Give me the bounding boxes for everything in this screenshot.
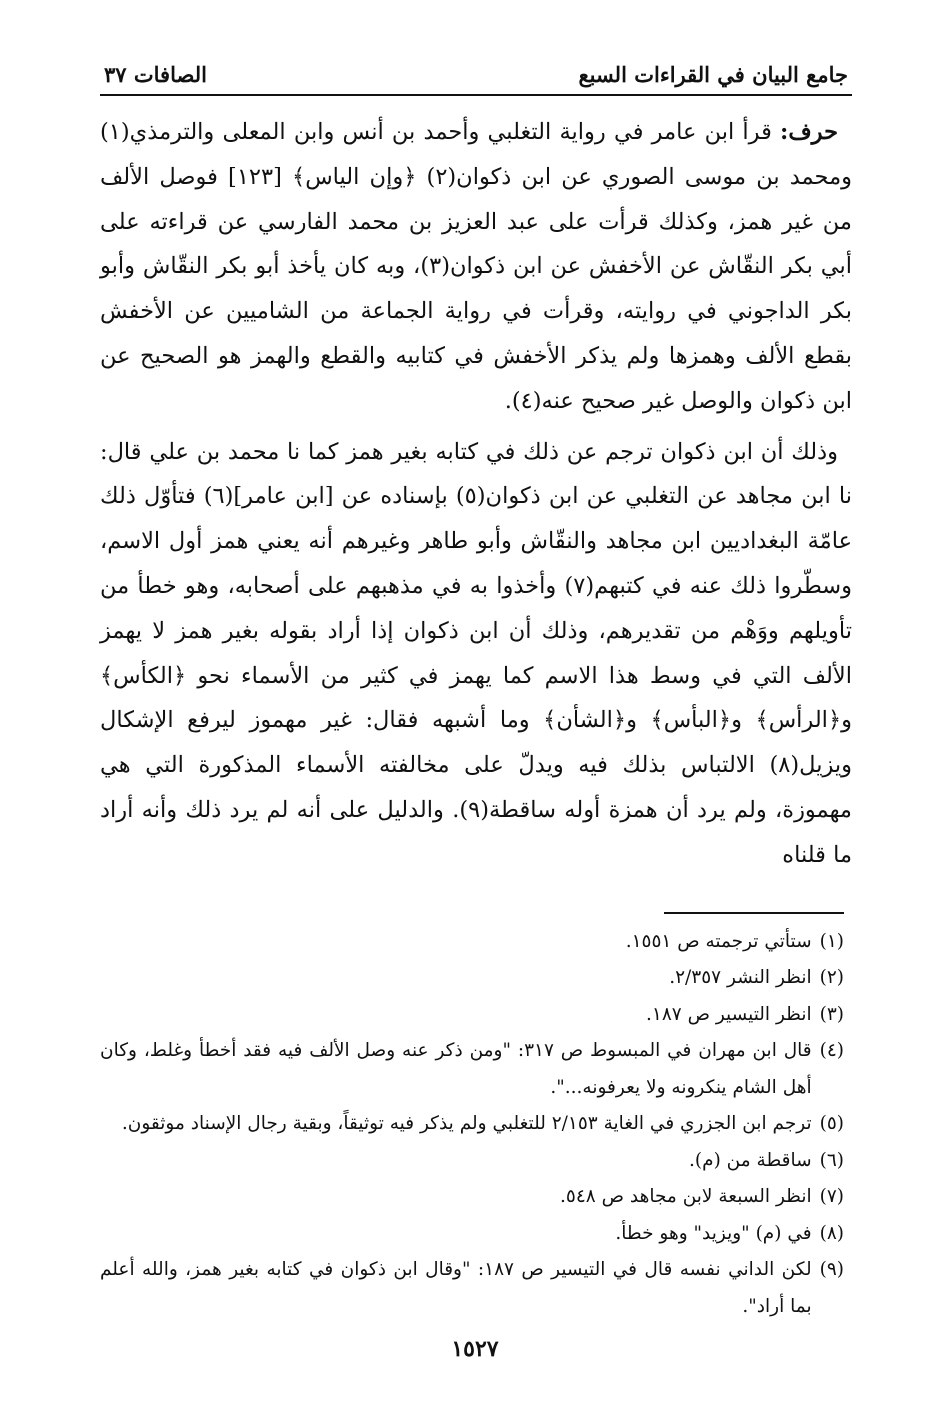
footnote-number: (٧) <box>819 1186 844 1208</box>
paragraph-1 <box>100 110 852 424</box>
text-line: الألف وهمزها ولم يذكر الأخفش في كتابيه والقطع والهمز هو الصحيح عن ابن <box>100 342 852 414</box>
footnote-separator <box>664 912 844 914</box>
running-header <box>100 60 852 92</box>
chapter-title: الصافات ٣٧ <box>104 62 207 87</box>
text-line: الاسم، وسطّروا ذلك عنه في كتبهم(٧) وأخذوا به في مذهبهم على أصحابه، وهو <box>100 528 852 599</box>
book-title: جامع البيان في القراءات السبع <box>578 62 848 87</box>
text-line: وذلك أن ابن ذكوان ترجم عن ذلك في كتابه بغير همز كما نا محمد بن علي <box>149 438 838 465</box>
footnote-number: (٤) <box>819 1040 844 1062</box>
text-line: و﴿الرأس﴾ و﴿البأس﴾ و﴿الشأن﴾ وما أشبهه فقال: غير مهموز ليرفع الإشكال <box>100 707 852 734</box>
paragraph-2 <box>100 430 852 878</box>
harf-label: حرف: <box>780 119 838 145</box>
text-line: قال: نا ابن مجاهد عن التغلبي عن ابن ذكوان(٥) بإسناده عن [ابن عامر](٦) فتأوّل <box>100 438 853 510</box>
footnote <box>100 1143 844 1180</box>
footnote <box>100 1252 844 1325</box>
header-rule <box>100 94 852 96</box>
footnote-text: انظر النشر ٢/٣٥٧. <box>669 967 812 989</box>
footnote-text: ساقطة من (م). <box>689 1149 812 1171</box>
footnote-text: انظر التيسير ص ١٨٧. <box>646 1003 812 1025</box>
footnote <box>100 960 844 997</box>
text-line: ذلك عامّة البغداديين ابن مجاهد والنقّاش وأبو طاهر وغيرهم أنه يعني همز أول <box>100 483 852 555</box>
footnote-number: (٣) <box>819 1003 844 1025</box>
footnote-text: لكن الداني نفسه قال في التيسير ص ١٨٧: "وقال ابن ذكوان في كتابه بغير همز، والله أعلم بما أراد". <box>100 1259 812 1317</box>
footnote-number: (٥) <box>819 1113 844 1135</box>
text-line: ومحمد بن موسى الصوري عن ابن ذكوان(٢) ﴿وإن الياس﴾ [١٢٣] فوصل الألف <box>100 163 853 190</box>
footnote <box>100 1033 844 1106</box>
text-line: الداجوني في روايته، وقرأت في رواية الجماعة من الشاميين عن الأخفش بقطع <box>100 298 853 369</box>
footnote-number: (٦) <box>819 1149 844 1171</box>
text-line: يهمز الألف التي في وسط هذا الاسم كما يهمز في كثير من الأسماء نحو ﴿الكأس﴾ <box>100 617 852 689</box>
footnote <box>100 1216 844 1253</box>
text-line: بكر النقّاش عن الأخفش عن ابن ذكوان(٣)، وبه كان يأخذ أبو بكر النقّاش وأبو بكر <box>100 253 852 325</box>
page-number: ١٥٢٧ <box>451 1336 499 1362</box>
footnote <box>100 924 844 961</box>
footnote-text: ترجم ابن الجزري في الغاية ٢/١٥٣ للتغلبي ولم يذكر فيه توثيقاً، وبقية رجال الإسناد موثقون. <box>121 1113 812 1135</box>
footnote-text: انظر السبعة لابن مجاهد ص ٥٤٨. <box>560 1186 812 1208</box>
footnote-number: (٢) <box>819 967 844 989</box>
footnote-text: قال ابن مهران في المبسوط ص ٣١٧: "ومن ذكر عنه وصل الألف فيه فقد أخطأ وغلط، وكان أهل الشام ينكرونه ولا يعرفونه...". <box>100 1040 812 1098</box>
text-line: من غير همز، وكذلك قرأت على عبد العزيز بن محمد الفارسي عن قراءته على أبي <box>100 208 852 280</box>
main-text <box>100 110 852 878</box>
footnote-number: (١) <box>819 930 844 952</box>
document-page <box>100 60 852 1325</box>
footnote-text: ستأتي ترجمته ص ١٥٥١. <box>625 930 812 952</box>
text-line: قرأ ابن عامر في رواية التغلبي وأحمد بن أنس وابن المعلى والترمذي(١) <box>100 119 781 145</box>
footnotes <box>100 924 852 1326</box>
footnote-number: (٨) <box>819 1222 844 1244</box>
text-line: خطأ من تأويلهم ووَهْم من تقديرهم، وذلك أن ابن ذكوان إذا أراد بقوله بغير همز لا <box>100 572 852 644</box>
text-line: ولم يرد أن همزة أوله ساقطة(٩). والدليل على أنه لم يرد ذلك وأنه أراد ما قلناه <box>100 796 852 868</box>
footnote-text: في (م) "ويزيد" وهو خطأ. <box>615 1222 812 1244</box>
footnote-number: (٩) <box>819 1259 844 1281</box>
footnote <box>100 1106 844 1143</box>
text-line: ويزيل(٨) الالتباس بذلك فيه ويدلّ على مخالفته الأسماء المذكورة التي هي مهموزة، <box>100 752 852 823</box>
footnote <box>100 997 844 1034</box>
footnote <box>100 1179 844 1216</box>
text-line: ذكوان والوصل غير صحيح عنه(٤). <box>504 387 816 414</box>
